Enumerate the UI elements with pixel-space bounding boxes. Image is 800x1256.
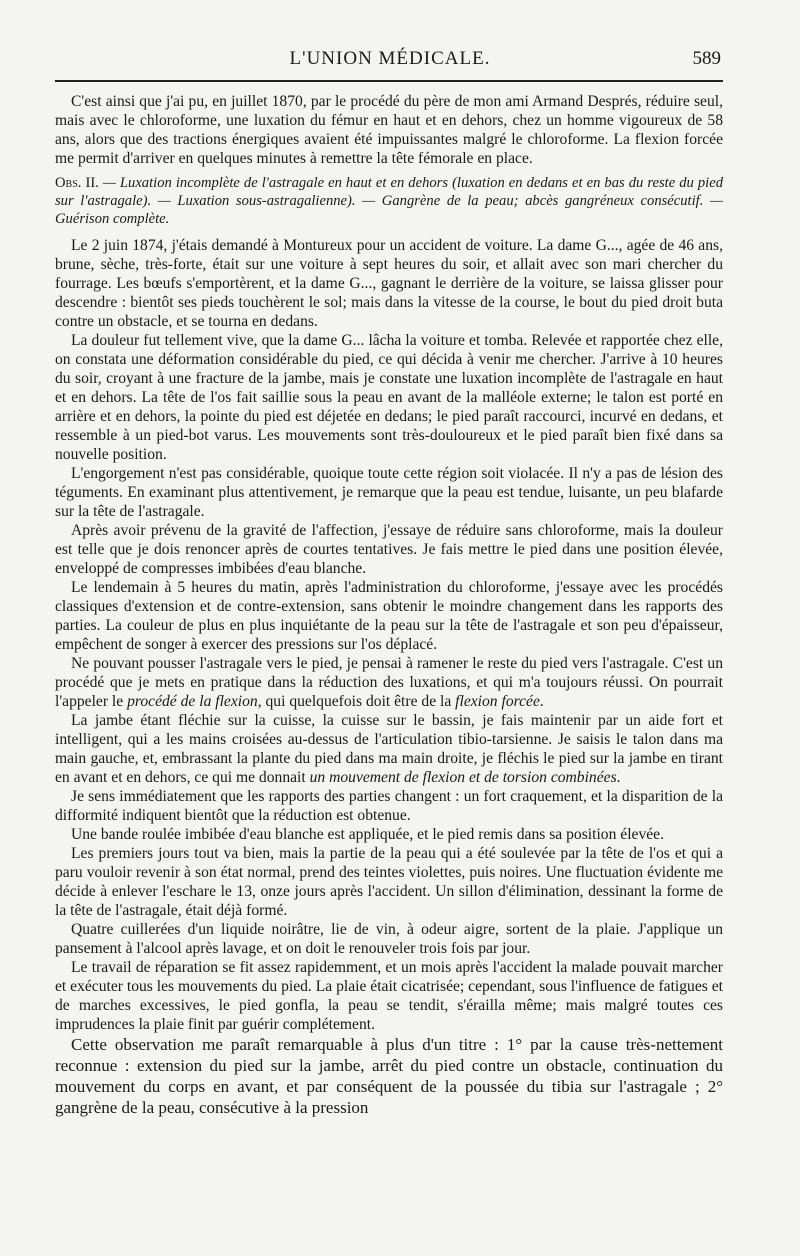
emphasis: flexion forcée	[455, 693, 540, 710]
text-run: La jambe étant fléchie sur la cuisse, la cuisse sur le bassin, je fais maintenir par un aide fort et intelligent, qui a les mains croisées au-dessus de l'articulation tibio-tarsienne. Je saisis le talon dans ma main gauche, et, embrassant la plante du pied dans ma main droite, je fléchis le pied sur la jambe en tirant en avant et en dehors, ce qui me donnait	[55, 712, 723, 786]
paragraph: L'engorgement n'est pas considérable, quoique toute cette région soit violacée. Il n'y a pas de lésion des téguments. En examinant plus attentivement, je remarque que la peau est tendue, luisante, un peu blafarde sur la tête de l'astragale.	[55, 465, 723, 520]
paragraph-intro: C'est ainsi que j'ai pu, en juillet 1870, par le procédé du père de mon ami Armand Després, réduire seul, mais avec le chloroforme, une luxation du fémur en haut et en dehors, chez un homme vigoureux de 58 ans, alors que des tractions énergiques avaient été impuissantes malgré le chloroforme. La flexion forcée me permit d'arriver en quelques minutes à remettre la tête fémorale en place.	[55, 93, 723, 167]
text-run: .	[616, 769, 621, 786]
text-run: .	[539, 693, 544, 710]
paragraph: Je sens immédiatement que les rapports des parties changent : un fort craquement, et la disparition de la difformité indiquent bientôt que la réduction est obtenue.	[55, 788, 723, 824]
observation-title: — Luxation incomplète de l'astragale en haut et en dehors (luxation en dedans et en bas du reste du pied sur l'astragale). — Luxation sous-astragalienne). — Gangrène de la peau; abcès gangréneux consécutif. — Guérison complète.	[55, 175, 723, 227]
paragraph: Le 2 juin 1874, j'étais demandé à Montureux pour un accident de voiture. La dame G..., agée de 46 ans, brune, sèche, très-forte, était sur une voiture à sept heures du soir, et allait avec son mari chercher du fourrage. Les bœufs s'emportèrent, et la dame G..., gagnant le derrière de la voiture, se laissa glisser pour descendre : bientôt ses pieds touchèrent le sol; mais dans la vitesse de la course, le bout du pied droit buta contre un obstacle, et se tourna en dedans.	[55, 237, 723, 330]
paragraph: Le travail de réparation se fit assez rapidemment, et un mois après l'accident la malade pouvait marcher et exécuter tous les mouvements du pied. La plaie était cicatrisée; cependant, sous l'influence de fatigues et de marches excessives, le pied gonfla, la peau se tendit, s'érailla même; mais malgré toutes ces imprudences la plaie finit par guérir complétement.	[55, 959, 723, 1033]
paragraph-conclusion: Cette observation me paraît remarquable à plus d'un titre : 1° par la cause très-nettement reconnue : extension du pied sur la jambe, arrêt du pied contre un obstacle, continuation du mouvement du corps en avant, et par conséquent de la poussée du tibia sur l'astragale ; 2° gangrène de la peau, consécutive à la pression	[55, 1035, 723, 1117]
text-run: , qui quelquefois doit être de la	[257, 693, 456, 710]
header-rule	[55, 80, 723, 82]
paragraph: Quatre cuillerées d'un liquide noirâtre, lie de vin, à odeur aigre, sortent de la plaie. J'applique un pansement à l'alcool après lavage, et on doit le renouveler trois fois par jour.	[55, 921, 723, 957]
article-body	[55, 92, 723, 1118]
running-title: L'UNION MÉDICALE.	[289, 48, 491, 69]
paragraph: Après avoir prévenu de la gravité de l'affection, j'essaye de réduire sans chloroforme, mais la douleur est telle que je dois renoncer après de courtes tentatives. Je fais mettre le pied dans une position élevée, enveloppé de compresses imbibées d'eau blanche.	[55, 522, 723, 577]
paragraph	[55, 654, 723, 711]
page-number: 589	[692, 48, 721, 69]
paragraph: Les premiers jours tout va bien, mais la partie de la peau qui a été soulevée par la tête de l'os et qui a paru vouloir revenir à son état normal, prend des teintes violettes, puis noires. Une fluctuation évidente me décide à enlever l'eschare le 13, onze jours après l'accident. Un sillon d'élimination, dessinant la forme de la tête de l'astragale, était déjà formé.	[55, 845, 723, 919]
emphasis: un mouvement de flexion et de torsion combinées	[309, 769, 617, 786]
paragraph: La douleur fut tellement vive, que la dame G... lâcha la voiture et tomba. Relevée et rapportée chez elle, on constata une déformation considérable du pied, ce qui décida à venir me chercher. J'arrive à 10 heures du soir, croyant à une fracture de la jambe, mais je constate une luxation incomplète de l'astragale en haut et en dehors. La tête de l'os fait saillie sous la peau en avant de la malléole externe; le talon est porté en arrière et en dehors, la pointe du pied est déjetée en dedans; le pied paraît raccourci, incurvé en dedans, et ressemble à un pied-bot varus. Les mouvements sont très-douloureux et le pied paraît bien fixé dans sa nouvelle position.	[55, 332, 723, 463]
emphasis: procédé de la flexion	[127, 693, 258, 710]
paragraph	[55, 711, 723, 787]
observation-heading	[55, 174, 723, 228]
text-run: Ne pouvant pousser l'astragale vers le pied, je pensai à ramener le reste du pied vers l'astragale. C'est un procédé que je mets en pratique dans la réduction des luxations, et qui m'a toujours réussi. On pourrait l'appeler le	[55, 655, 723, 710]
observation-label: Obs. II.	[55, 175, 99, 191]
paragraph: Le lendemain à 5 heures du matin, après l'administration du chloroforme, j'essaye avec les procédés classiques d'extension et de contre-extension, sans obtenir le moindre changement dans les rapports des parties. La couleur de plus en plus inquiétante de la peau sur la tête de l'astragale et son peu d'épaisseur, empêchent de songer à exercer des pressions sur l'os déplacé.	[55, 579, 723, 653]
paragraph: Une bande roulée imbibée d'eau blanche est appliquée, et le pied remis dans sa position élevée.	[71, 826, 664, 843]
page-header	[55, 48, 725, 78]
